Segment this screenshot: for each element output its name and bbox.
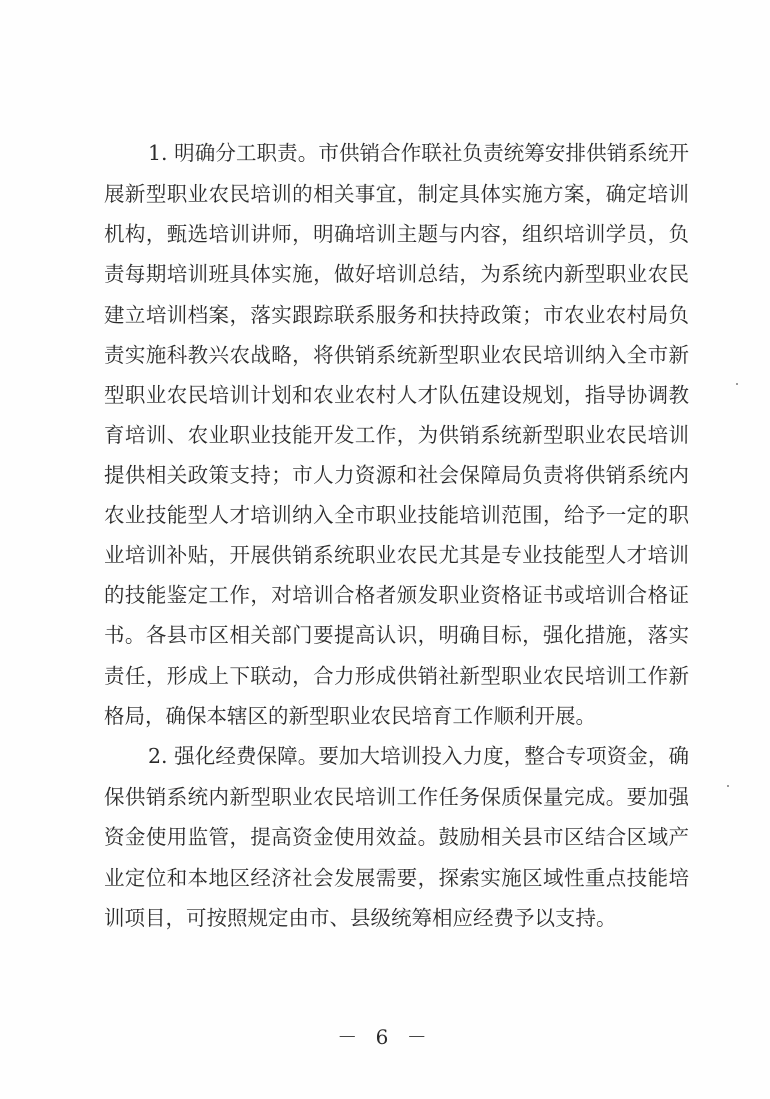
text-line: 业定位和本地区经济社会发展需要，探索实施区域性重点技能培 [104,866,689,890]
text-line: 责每期培训班具体实施，做好培训总结，为系统内新型职业农民 [104,262,689,286]
page-number: － 6 － [337,1025,433,1049]
text-line: 1. 明确分工职责。市供销合作联社负责统筹安排供销系统开 [148,141,689,165]
text-line: 格局，确保本辖区的新型职业农民培育工作顺利开展。 [104,704,596,728]
text-line: 机构，甄选培训讲师，明确培训主题与内容，组织培训学员，负 [104,222,689,246]
text-line: 资金使用监管，提高资金使用效益。鼓励相关县市区结合区域产 [104,825,689,849]
scan-speck [736,383,738,385]
text-line: 展新型职业农民培训的相关事宜，制定具体实施方案，确定培训 [104,182,689,206]
text-line: 型职业农民培训计划和农业农村人才队伍建设规划，指导协调教 [104,383,689,407]
text-line: 责任，形成上下联动，合力形成供销社新型职业农民培训工作新 [104,664,689,688]
text-line: 书。各县市区相关部门要提高认识，明确目标，强化措施，落实 [104,623,689,647]
scan-speck [727,785,729,787]
text-line: 业培训补贴，开展供销系统职业农民尤其是专业技能型人才培训 [104,543,689,567]
text-line: 保供销系统内新型职业农民培训工作任务保质保量完成。要加强 [104,785,689,809]
text-line: 农业技能型人才培训纳入全市职业技能培训范围，给予一定的职 [104,503,689,527]
text-line: 建立培训档案，落实跟踪联系服务和扶持政策；市农业农村局负 [104,303,689,327]
text-line: 2. 强化经费保障。要加大培训投入力度，整合专项资金，确 [148,744,689,768]
text-line: 训项目，可按照规定由市、县级统筹相应经费予以支持。 [104,906,617,930]
text-line: 育培训、农业职业技能开发工作，为供销系统新型职业农民培训 [104,423,689,447]
text-line: 的技能鉴定工作，对培训合格者颁发职业资格证书或培训合格证 [104,583,689,607]
text-line: 提供相关政策支持；市人力资源和社会保障局负责将供销系统内 [104,463,689,487]
text-line: 责实施科教兴农战略，将供销系统新型职业农民培训纳入全市新 [104,343,689,367]
